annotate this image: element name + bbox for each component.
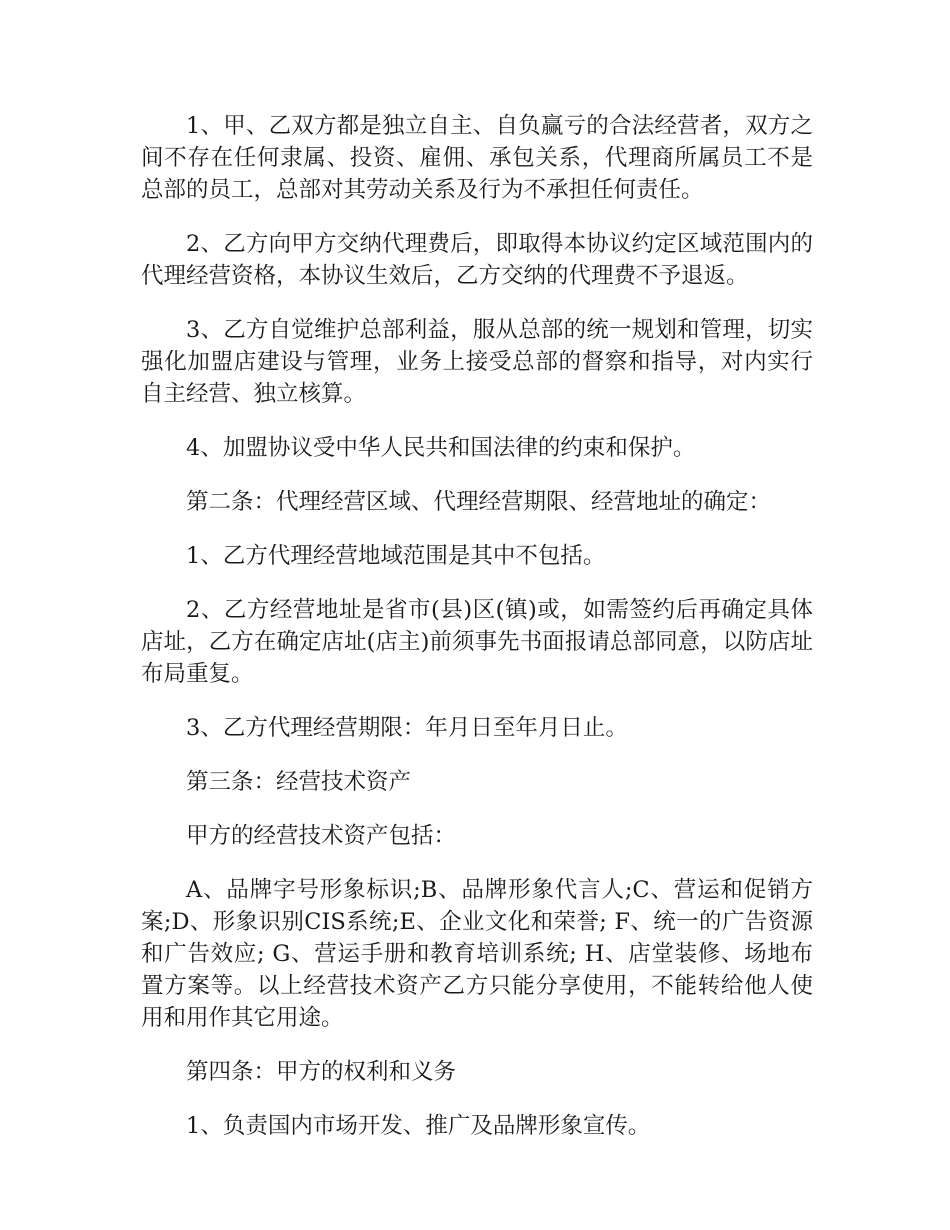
article-3-heading: 第三条：经营技术资产 <box>186 769 412 795</box>
clause-1-1: 1、甲、乙双方都是独立自主、自负赢亏的合法经营者，双方之间不存在任何隶属、投资、雇佣、承包关系，代理商所属员工不是总部的员工，总部对其劳动关系及行为不承担任何责任。 <box>141 113 813 203</box>
clause-1-4: 4、加盟协议受中华人民共和国法律的约束和保护。 <box>186 435 696 461</box>
document-page <box>141 110 813 1164</box>
clause-1-2: 2、乙方向甲方交纳代理费后，即取得本协议约定区域范围内的代理经营资格，本协议生效后，乙方交纳的代理费不予退返。 <box>141 231 813 289</box>
clause-1-3: 3、乙方自觉维护总部利益，服从总部的统一规划和管理，切实强化加盟店建设与管理，业务上接受总部的督察和指导，对内实行自主经营、独立核算。 <box>141 317 813 407</box>
clause-2-2: 2、乙方经营地址是省市(县)区(镇)或，如需签约后再确定具体店址，乙方在确定店址(店主)前须事先书面报请总部同意，以防店址布局重复。 <box>141 597 813 687</box>
clause-2-1: 1、乙方代理经营地域范围是其中不包括。 <box>186 543 606 569</box>
article-3-intro: 甲方的经营技术资产包括： <box>186 823 457 849</box>
article-2-heading: 第二条：代理经营区域、代理经营期限、经营地址的确定： <box>186 489 772 515</box>
clause-4-1: 1、负责国内市场开发、推广及品牌形象宣传。 <box>186 1113 651 1139</box>
article-3-assets-list: A、品牌字号形象标识;B、品牌形象代言人;C、营运和促销方案;D、形象识别CIS系统;E、企业文化和荣誉; F、统一的广告资源和广告效应; G、营运手册和教育培训系统; H、店堂装修、场地布置方案等。以上经营技术资产乙方只能分享使用，不能转给他人使用和用作其它用途。 <box>141 877 813 1031</box>
clause-2-3: 3、乙方代理经营期限：年月日至年月日止。 <box>186 715 628 741</box>
article-4-heading: 第四条：甲方的权利和义务 <box>186 1059 457 1085</box>
